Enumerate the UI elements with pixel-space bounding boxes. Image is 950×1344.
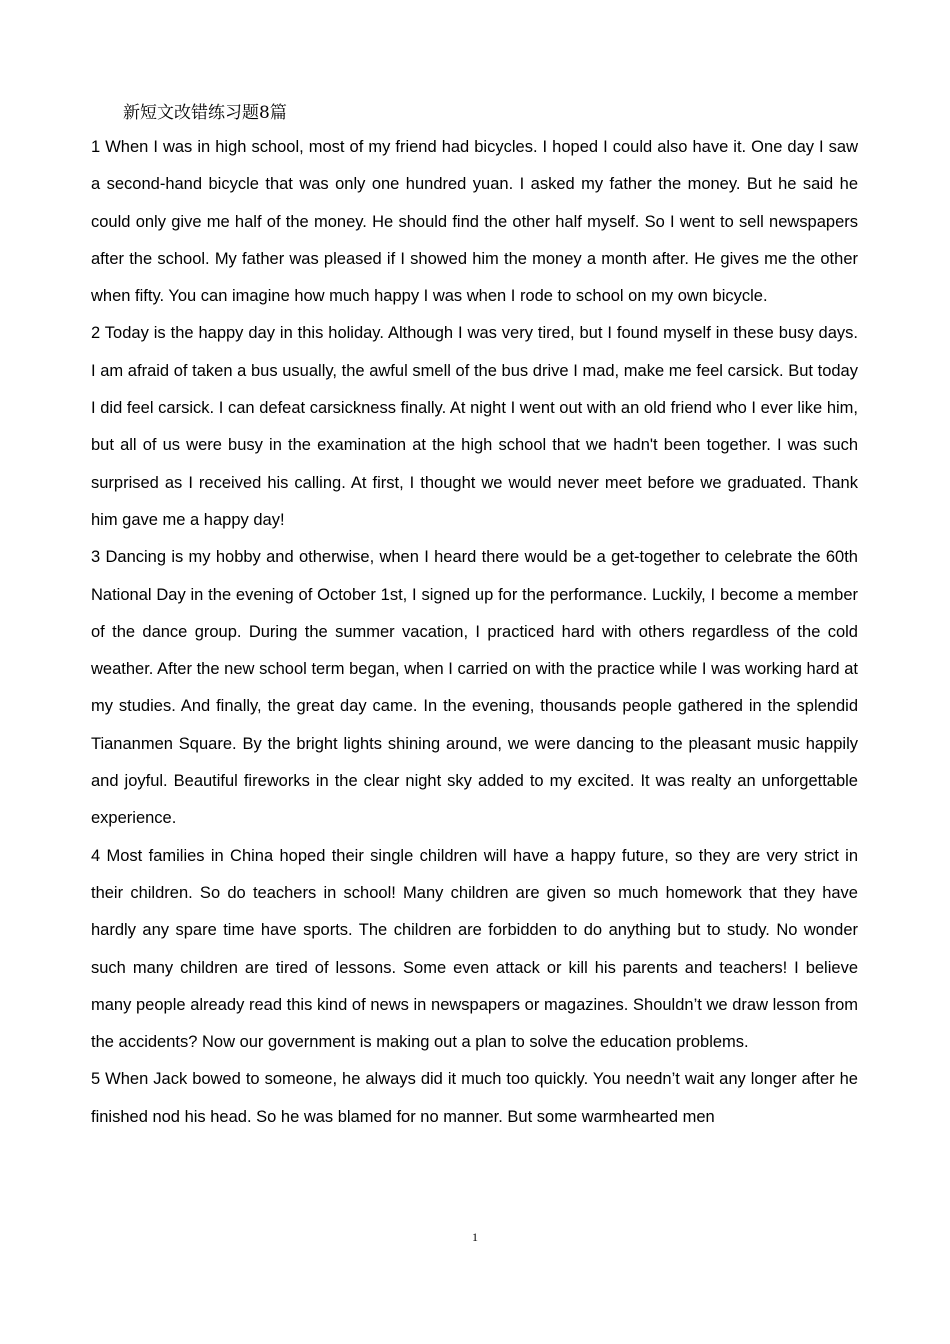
paragraph-5: 5 When Jack bowed to someone, he always did it much too quickly. You needn’t wait any longer after he finished nod his head. So he was blamed for no manner. But some warmhearted men: [91, 1070, 858, 1126]
page-number: 1: [472, 1230, 478, 1244]
document-title: 新短文改错练习题8篇: [123, 103, 287, 123]
paragraph-3: 3 Dancing is my hobby and otherwise, when I heard there would be a get-together to celebrate the 60th National Day in the evening of October 1st, I signed up for the performance. Luckily, I become a member of the dance group. During the summer vacation, I practiced hard with others regardless of the cold weather. After the new school term began, when I carried on with the practice while I was working hard at my studies. And finally, the great day came. In the evening, thousands people gathered in the splendid Tiananmen Square. By the bright lights shining around, we were dancing to the pleasant music happily and joyful. Beautiful fireworks in the clear night sky added to my excited. It was realty an unforgettable experience.: [91, 548, 858, 828]
paragraph-1: 1 When I was in high school, most of my friend had bicycles. I hoped I could also have it. One day I saw a second-hand bicycle that was only one hundred yuan. I asked my father the money. But he said he could only give me half of the money. He should find the other half myself. So I went to sell newspapers after the school. My father was pleased if I showed him the money a month after. He gives me the other when fifty. You can imagine how much happy I was when I rode to school on my own bicycle.: [91, 138, 858, 306]
document-body: [91, 97, 858, 1136]
paragraph-2: 2 Today is the happy day in this holiday. Although I was very tired, but I found myself in these busy days. I am afraid of taken a bus usually, the awful smell of the bus drive I mad, make me feel carsick. But today I did feel carsick. I can defeat carsickness finally. At night I went out with an old friend who I ever like him, but all of us were busy in the examination at the high school that we hadn't been together. I was such surprised as I received his calling. At first, I thought we would never meet before we graduated. Thank him gave me a happy day!: [91, 324, 858, 529]
paragraph-4: 4 Most families in China hoped their single children will have a happy future, so they are very strict in their children. So do teachers in school! Many children are given so much homework that they have hardly any spare time have sports. The children are forbidden to do anything but to study. No wonder such many children are tired of lessons. Some even attack or kill his parents and teachers! I believe many people already read this kind of news in newspapers or magazines. Shouldn’t we draw lesson from the accidents? Now our government is making out a plan to solve the education problems.: [91, 846, 858, 1052]
